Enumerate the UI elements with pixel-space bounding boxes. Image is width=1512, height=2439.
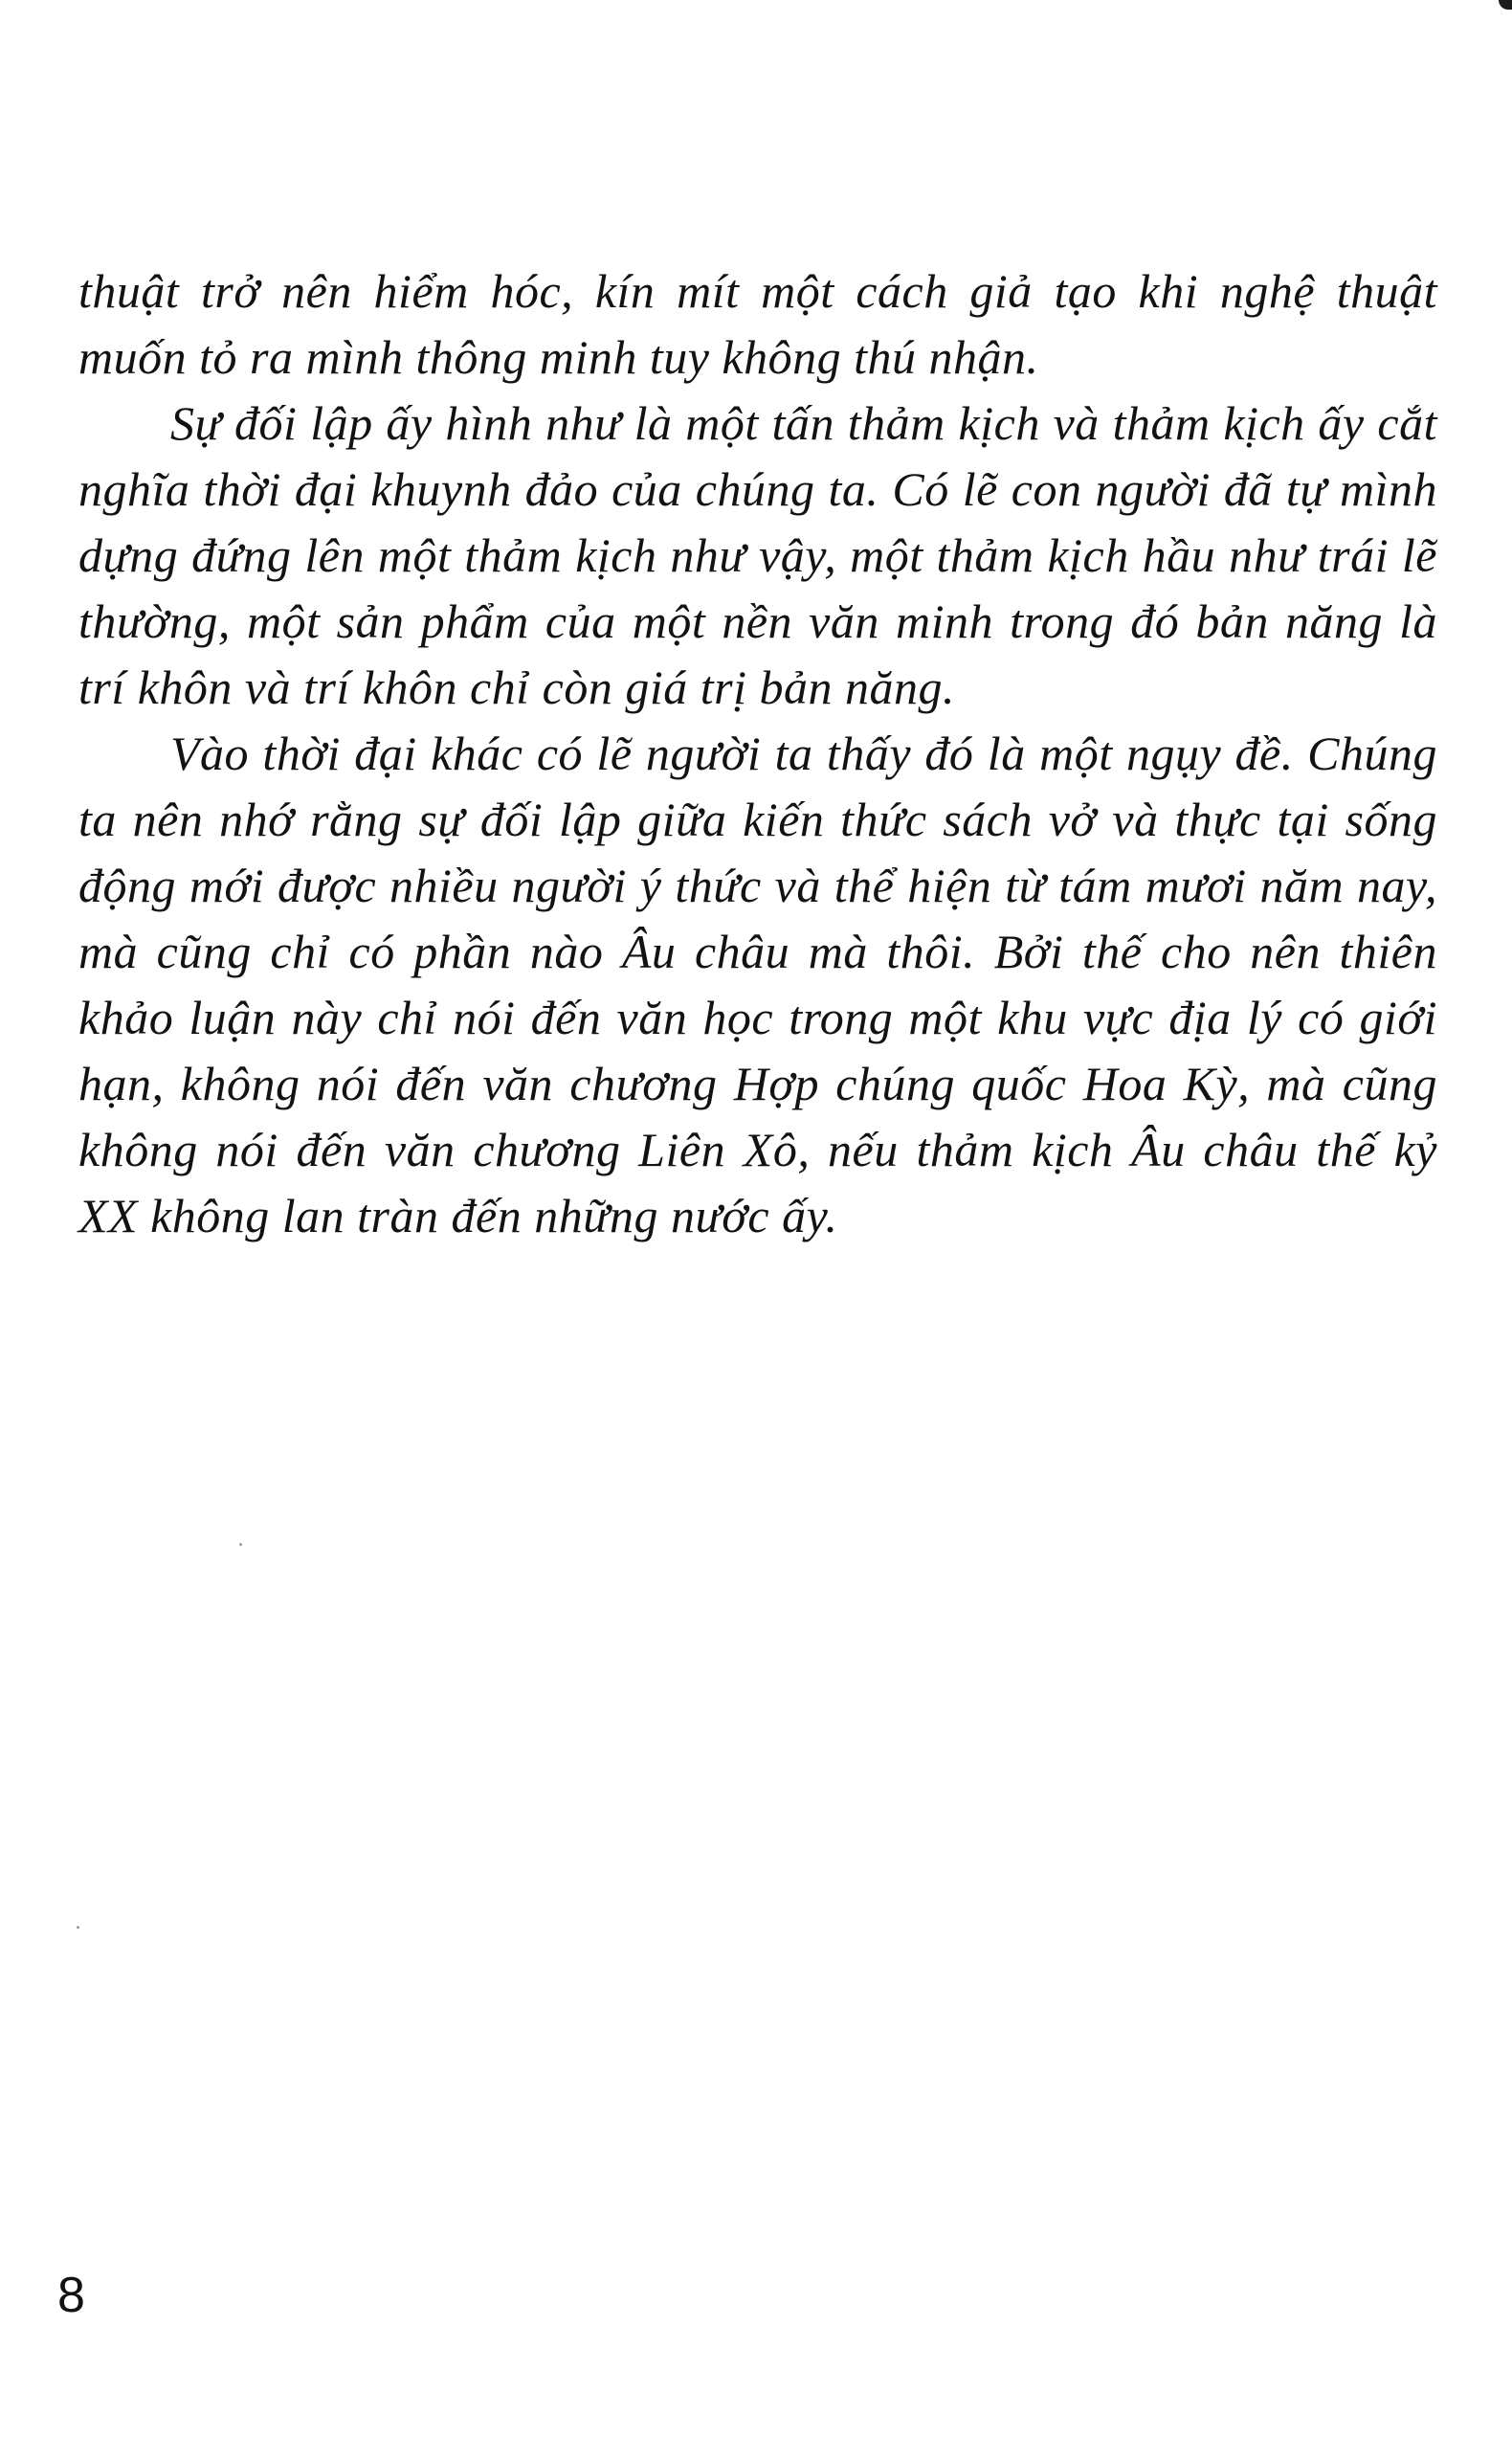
body-text (78, 258, 1437, 1249)
scan-edge-mark (1499, 0, 1512, 10)
paragraph-other-era: Vào thời đại khác có lẽ người ta thấy đó là một ngụy đề. Chúng ta nên nhớ rằng sự đối lập giữa kiến thức sách vở và thực tại sống động mới được nhiều người ý thức và thể hiện từ tám mươi năm nay, mà cũng chỉ có phần nào Âu châu mà thôi. Bởi thế cho nên thiên khảo luận này chỉ nói đến văn học trong một khu vực địa lý có giới hạn, không nói đến văn chương Hợp chúng quốc Hoa Kỳ, mà cũng không nói đến văn chương Liên Xô, nếu thảm kịch Âu châu thế kỷ XX không lan tràn đến những nước ấy. (78, 727, 1437, 1242)
paragraph-tragedy: Sự đối lập ấy hình như là một tấn thảm kịch và thảm kịch ấy cắt nghĩa thời đại khuynh đảo của chúng ta. Có lẽ con người đã tự mình dựng đứng lên một thảm kịch như vậy, một thảm kịch hầu như trái lẽ thường, một sản phẩm của một nền văn minh trong đó bản năng là trí khôn và trí khôn chỉ còn giá trị bản năng. (78, 396, 1437, 714)
scan-speck (239, 1543, 242, 1546)
paragraph-continuation: thuật trở nên hiểm hóc, kín mít một cách giả tạo khi nghệ thuật muốn tỏ ra mình thông minh tuy không thú nhận. (78, 264, 1437, 384)
page-number: 8 (57, 2268, 85, 2323)
scan-speck (77, 1926, 79, 1929)
